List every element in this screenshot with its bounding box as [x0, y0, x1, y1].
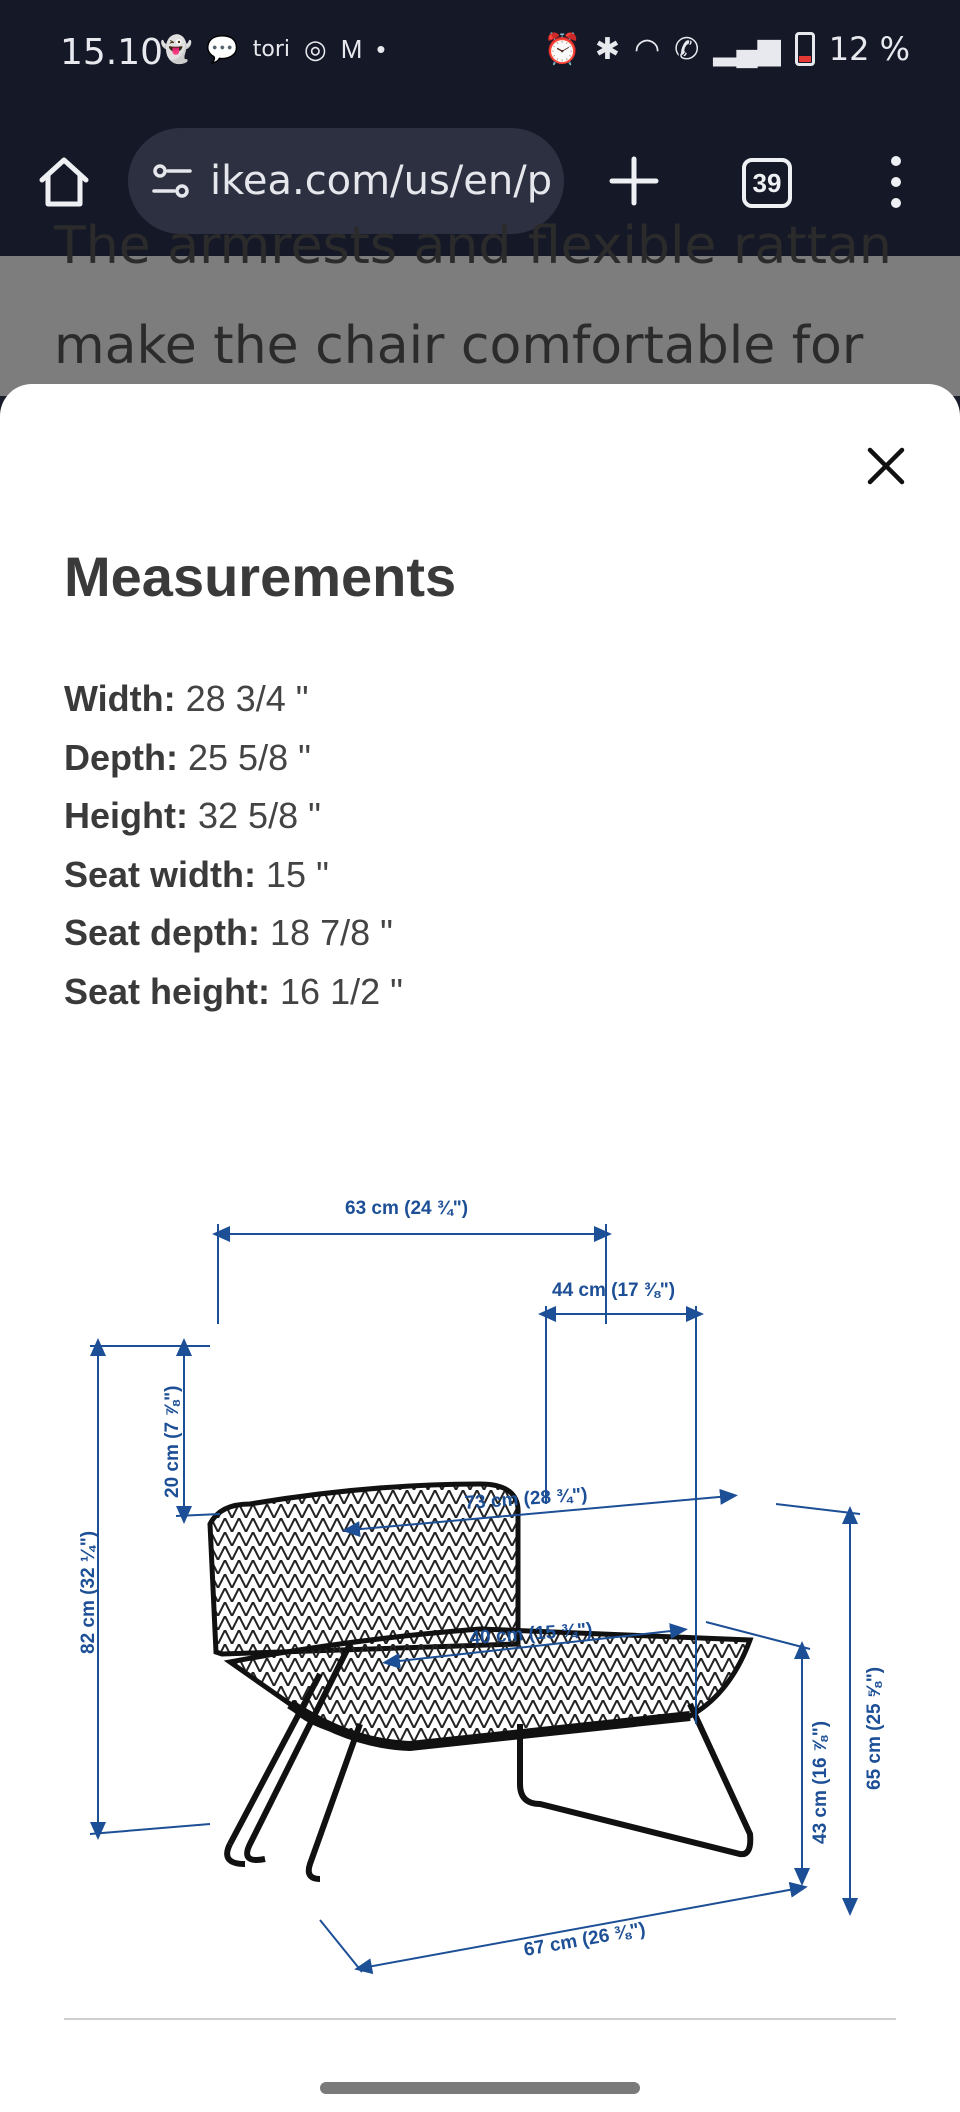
alarm-icon: ⏰ [543, 32, 581, 66]
measurement-label: Seat width: [64, 853, 257, 895]
chair-drawing [210, 1484, 750, 1879]
measurement-row [64, 787, 403, 846]
dimension-label: 43 cm (16 ⅞") [810, 1720, 831, 1844]
close-button[interactable] [856, 436, 916, 496]
measurement-value: 15 " [266, 853, 329, 895]
dimension-label: 73 cm (28 ¾") [463, 1484, 589, 1514]
product-description-line: make the chair comfortable for [54, 316, 864, 376]
sheet-title: Measurements [64, 545, 457, 608]
tab-switcher-button[interactable] [742, 158, 792, 208]
dimension-label: 40 cm (15 ¾") [468, 1619, 594, 1649]
site-settings-icon [150, 161, 194, 201]
measurements-list [64, 670, 403, 1022]
wifi-icon: ◠ [633, 32, 661, 66]
page-overlay[interactable] [0, 216, 960, 396]
gesture-home-indicator[interactable] [320, 2082, 640, 2094]
measurement-row [64, 670, 403, 729]
url-text: ikea.com/us/en/p [210, 158, 553, 204]
instagram-icon: ◎ [304, 34, 327, 64]
measurement-value: 28 3/4 " [185, 678, 309, 719]
measurement-label: Depth: [64, 736, 178, 778]
menu-dot-icon [891, 156, 901, 166]
home-button[interactable] [30, 148, 98, 216]
chat-icon: 💬 [206, 34, 239, 64]
overflow-menu-button[interactable] [876, 152, 916, 212]
dimension-label: 20 cm (7 ⅞") [162, 1385, 183, 1498]
section-divider [64, 2018, 896, 2020]
dimension-label: 82 cm (32 ¼") [78, 1530, 99, 1654]
tab-count: 39 [752, 167, 782, 198]
measurement-row [64, 904, 403, 963]
measurement-value: 16 1/2 " [280, 970, 403, 1012]
wifi-calling-icon: ✆ [674, 32, 700, 66]
gmail-icon: M [340, 34, 363, 64]
menu-dot-icon [891, 177, 901, 187]
measurement-label: Height: [64, 795, 188, 837]
battery-icon [795, 32, 815, 66]
notification-icons [160, 34, 385, 65]
dimension-label: 67 cm (26 ⅜") [522, 1918, 648, 1961]
close-icon [866, 446, 906, 486]
plus-icon [608, 155, 660, 207]
measurement-label: Seat depth: [64, 912, 261, 954]
status-time: 15.10 [60, 32, 164, 73]
measurement-label: Width: [64, 678, 176, 719]
measurement-value: 25 5/8 " [188, 736, 311, 778]
measurement-row [64, 729, 403, 788]
snapchat-icon: 👻 [160, 34, 193, 64]
measurements-sheet [0, 384, 960, 2112]
home-icon [36, 154, 92, 210]
measurement-row [64, 963, 403, 1022]
battery-percentage: 12 % [828, 30, 910, 68]
product-description-line: The armrests and flexible rattan [54, 216, 892, 276]
status-bar [0, 0, 960, 108]
chair-dimension-diagram [50, 1084, 910, 1961]
more-notifications-icon: • [376, 34, 386, 64]
new-tab-button[interactable] [604, 146, 664, 216]
measurement-row [64, 846, 403, 905]
bluetooth-icon: ✱ [594, 32, 620, 66]
dimension-label: 63 cm (24 ¾") [345, 1198, 469, 1219]
dimension-label: 44 cm (17 ⅜") [552, 1280, 676, 1301]
menu-dot-icon [891, 198, 901, 208]
signal-icon: ▂▄▆ [713, 32, 781, 66]
dimension-label: 65 cm (25 ⅝") [864, 1666, 885, 1790]
system-icons [543, 30, 910, 68]
measurement-label: Seat height: [64, 970, 271, 1012]
measurement-value: 18 7/8 " [270, 912, 393, 954]
tori-app-label: tori [252, 37, 290, 62]
measurement-value: 32 5/8 " [198, 795, 321, 837]
